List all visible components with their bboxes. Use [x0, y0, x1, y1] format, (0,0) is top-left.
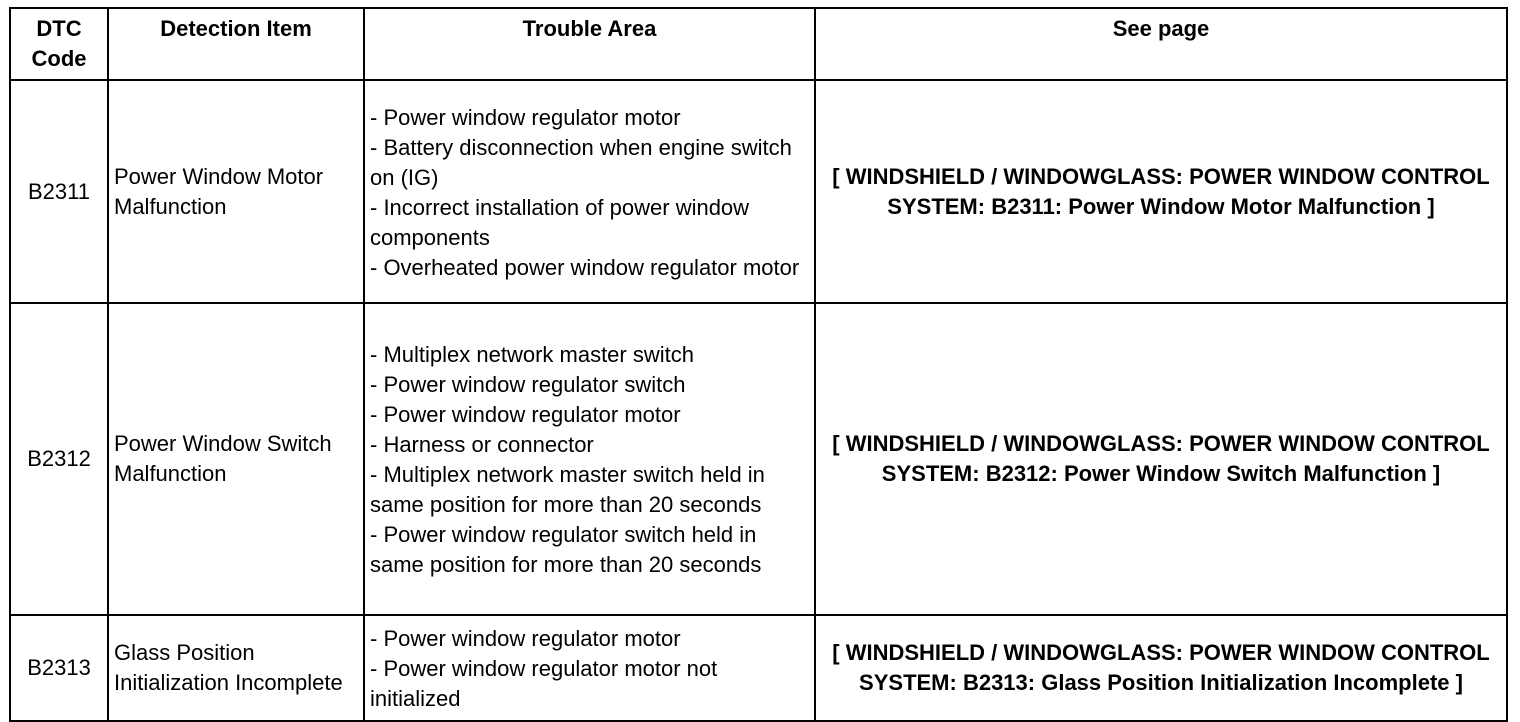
header-detection-item: Detection Item	[108, 8, 364, 80]
trouble-area-line: - Multiplex network master switch held in same position for more than 20 seconds	[370, 462, 765, 517]
table-row	[10, 303, 1507, 615]
dtc-table	[9, 7, 1508, 722]
detection-item: Power Window Switch Malfunction	[108, 303, 364, 615]
trouble-area-line: - Incorrect installation of power window components	[370, 194, 750, 250]
header-row	[10, 8, 1507, 80]
trouble-area	[364, 615, 815, 721]
table-row	[10, 615, 1507, 721]
trouble-area-line: - Harness or connector	[370, 432, 594, 457]
header-see-page: See page	[815, 8, 1507, 80]
trouble-area-line: - Multiplex network master switch	[370, 342, 694, 367]
trouble-area-line: - Battery disconnection when engine switch on (IG)	[370, 134, 792, 190]
header-dtc-code: DTC Code	[10, 8, 108, 80]
trouble-area-line: - Power window regulator switch	[370, 372, 686, 397]
trouble-area-line: - Power window regulator motor	[370, 626, 681, 651]
trouble-area-line: - Overheated power window regulator motor	[370, 254, 800, 280]
dtc-code: B2313	[10, 615, 108, 721]
trouble-area-line: - Power window regulator motor	[370, 104, 681, 130]
see-page-link[interactable]: [ WINDSHIELD / WINDOWGLASS: POWER WINDOW CONTROL SYSTEM: B2312: Power Window Switch Malfunction ]	[815, 303, 1507, 615]
trouble-area-line: - Power window regulator motor	[370, 402, 681, 427]
trouble-area	[364, 80, 815, 303]
see-page-link[interactable]: [ WINDSHIELD / WINDOWGLASS: POWER WINDOW CONTROL SYSTEM: B2311: Power Window Motor Malfunction ]	[815, 80, 1507, 303]
detection-item: Power Window Motor Malfunction	[108, 80, 364, 303]
table-row	[10, 80, 1507, 303]
trouble-area-line: - Power window regulator switch held in same position for more than 20 seconds	[370, 522, 762, 577]
trouble-area-line: - Power window regulator motor not initialized	[370, 656, 718, 711]
dtc-code: B2312	[10, 303, 108, 615]
header-trouble-area: Trouble Area	[364, 8, 815, 80]
dtc-code: B2311	[10, 80, 108, 303]
see-page-link[interactable]: [ WINDSHIELD / WINDOWGLASS: POWER WINDOW CONTROL SYSTEM: B2313: Glass Position Initialization Incomplete ]	[815, 615, 1507, 721]
trouble-area	[364, 303, 815, 615]
detection-item: Glass Position Initialization Incomplete	[108, 615, 364, 721]
